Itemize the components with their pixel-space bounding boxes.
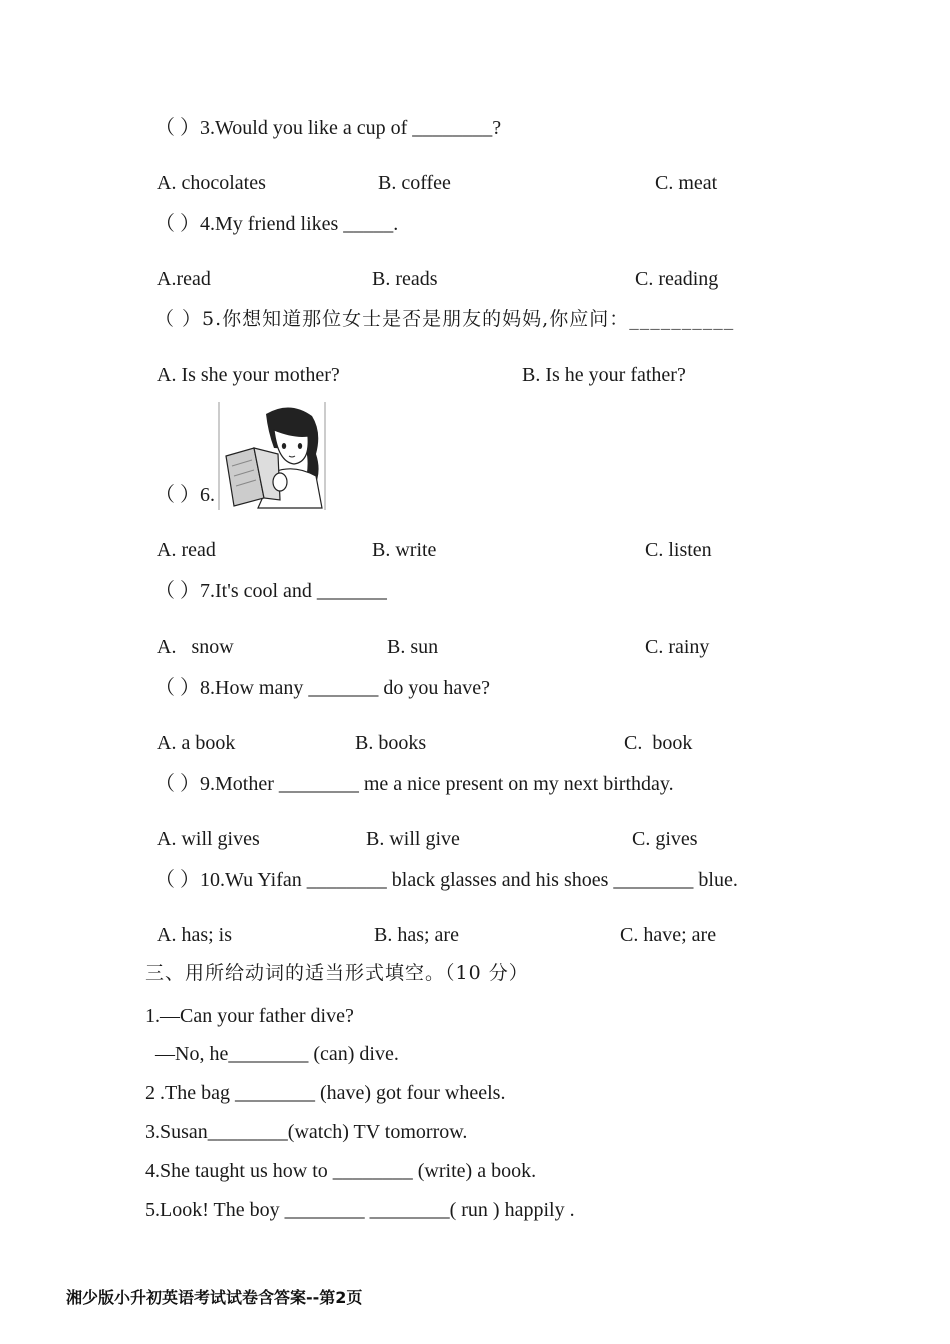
q5-option-b: B. Is he your father? (522, 364, 686, 386)
girl-reading-book-image (218, 402, 326, 510)
q7-option-b: B. sun (387, 636, 439, 658)
question-5-stem: （ ）5.你想知道那位女士是否是朋友的妈妈,你应问：__________ (155, 308, 735, 330)
q3-option-c: C. meat (655, 172, 718, 194)
section-3-item: 4.She taught us how to ________ (write) a book. (145, 1160, 537, 1182)
q6-option-c: C. listen (645, 539, 712, 561)
question-10-stem: （ ）10.Wu Yifan ________ black glasses and his shoes ________ blue. (155, 869, 738, 891)
section-3-item: 1.—Can your father dive? (145, 1005, 354, 1027)
question-3-stem: （ ）3.Would you like a cup of ________? (155, 117, 502, 139)
q6-option-b: B. write (372, 539, 437, 561)
q7-option-a: A. snow (157, 636, 234, 658)
q9-option-b: B. will give (366, 828, 460, 850)
question-8-stem: （ ）8.How many _______ do you have? (155, 677, 490, 699)
section-3-item: 5.Look! The boy ________ ________( run ) happily . (145, 1199, 575, 1221)
q7-option-c: C. rainy (645, 636, 710, 658)
q5-option-a: A. Is she your mother? (157, 364, 340, 386)
section-3-heading: 三、用所给动词的适当形式填空。（10 分） (145, 962, 529, 984)
question-4-stem: （ ）4.My friend likes _____. (155, 213, 399, 235)
section-3-item: 2 .The bag ________ (have) got four wheels. (145, 1082, 506, 1104)
q8-option-b: B. books (355, 732, 427, 754)
q10-option-b: B. has; are (374, 924, 459, 946)
section-3-item: 3.Susan________(watch) TV tomorrow. (145, 1121, 468, 1143)
page-footer: 湘少版小升初英语考试试卷含答案--第2页 (66, 1288, 363, 1307)
q3-option-a: A. chocolates (157, 172, 266, 194)
q10-option-c: C. have; are (620, 924, 717, 946)
q9-option-a: A. will gives (157, 828, 260, 850)
q10-option-a: A. has; is (157, 924, 232, 946)
q8-option-c: C. book (624, 732, 693, 754)
q4-option-c: C. reading (635, 268, 719, 290)
q4-option-a: A.read (157, 268, 211, 290)
q8-option-a: A. a book (157, 732, 236, 754)
q3-option-b: B. coffee (378, 172, 451, 194)
question-9-stem: （ ）9.Mother ________ me a nice present on my next birthday. (155, 773, 674, 795)
q6-option-a: A. read (157, 539, 216, 561)
question-7-stem: （ ）7.It's cool and _______ (155, 580, 387, 602)
question-6-stem: （ ）6. (155, 484, 215, 506)
section-3-item: —No, he________ (can) dive. (145, 1043, 399, 1065)
q4-option-b: B. reads (372, 268, 438, 290)
q9-option-c: C. gives (632, 828, 698, 850)
